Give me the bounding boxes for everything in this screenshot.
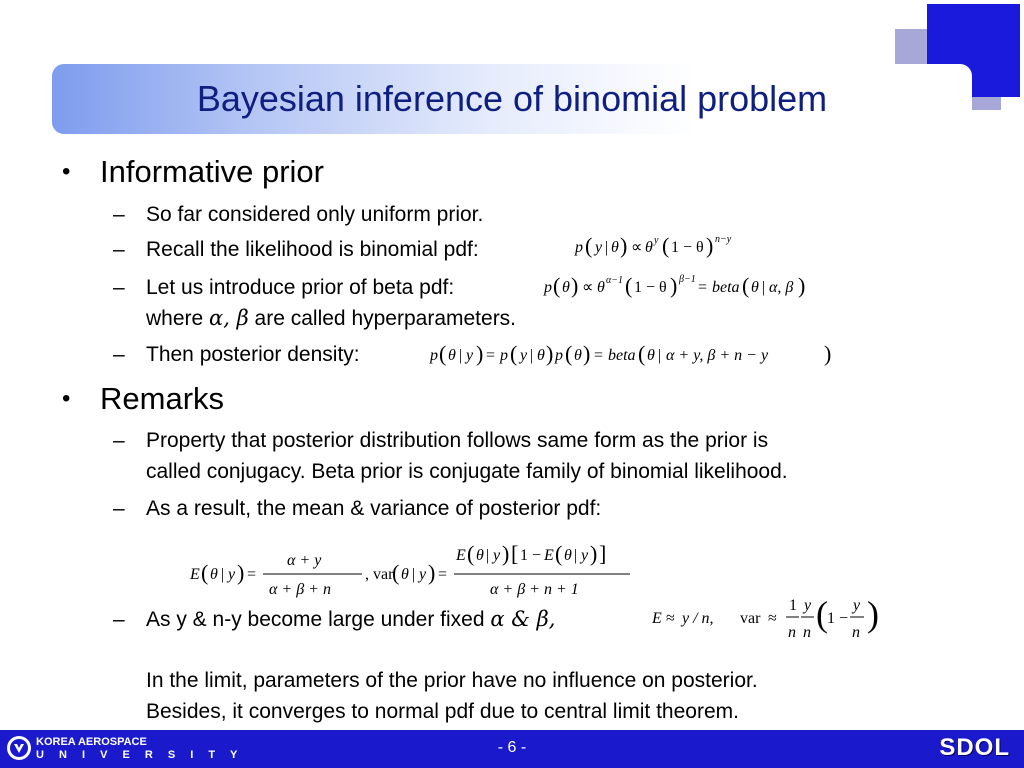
- beta-prior-equation: [544, 272, 844, 302]
- svg-text:[: [: [511, 541, 519, 566]
- svg-text:α + β + n: α + β + n: [269, 581, 331, 598]
- svg-text:(: (: [816, 594, 828, 634]
- svg-text:(: (: [585, 233, 593, 258]
- svg-text:∝: ∝: [582, 279, 594, 296]
- svg-text:=: =: [247, 566, 257, 583]
- svg-text:y: y: [466, 347, 474, 364]
- dash-icon: –: [113, 203, 125, 226]
- svg-text:n: n: [852, 624, 860, 641]
- svg-text:1 − θ: 1 − θ: [671, 239, 704, 256]
- svg-text:≈: ≈: [768, 610, 777, 627]
- svg-text:=: =: [594, 347, 604, 364]
- svg-text:n: n: [788, 624, 796, 641]
- svg-text:p: p: [575, 239, 583, 256]
- bullet-dot-icon: •: [62, 385, 71, 412]
- svg-text:∝: ∝: [631, 239, 643, 256]
- svg-text:beta: beta: [608, 347, 636, 364]
- limit-note-line-1: In the limit, parameters of the prior have no influence on posterior.: [146, 669, 758, 692]
- mean-variance-equation: [190, 543, 640, 601]
- svg-text:(: (: [742, 273, 750, 298]
- sdol-logo: SDOL: [939, 734, 1010, 761]
- sub-item-uniform-prior: So far considered only uniform prior.: [146, 203, 484, 226]
- sub-item-beta-prior: Let us introduce prior of beta pdf:: [146, 276, 455, 299]
- svg-text:θ: θ: [751, 279, 759, 296]
- svg-text:(: (: [467, 541, 475, 566]
- svg-text:=: =: [438, 566, 448, 583]
- svg-text:): ): [670, 273, 678, 298]
- dash-icon: –: [113, 343, 125, 366]
- svg-text:): ): [706, 233, 714, 258]
- svg-text:y: y: [853, 597, 861, 614]
- svg-text:): ): [571, 273, 579, 298]
- svg-text:1 −: 1 −: [520, 547, 542, 564]
- sub-item-conjugacy-cont: called conjugacy. Beta prior is conjugate family of binomial likelihood.: [146, 460, 788, 483]
- sub-item-likelihood: Recall the likelihood is binomial pdf:: [146, 238, 479, 261]
- dash-icon: –: [113, 608, 125, 631]
- svg-text:var: var: [740, 610, 761, 627]
- svg-text:1 −: 1 −: [827, 610, 849, 627]
- svg-text:|: |: [412, 566, 416, 583]
- svg-text:α + y, β + n − y: α + y, β + n − y: [666, 347, 769, 364]
- svg-text:θ: θ: [647, 347, 655, 364]
- svg-text:α + β + n + 1: α + β + n + 1: [490, 581, 579, 598]
- svg-text:=: =: [486, 347, 496, 364]
- svg-text:y / n,: y / n,: [682, 610, 714, 627]
- svg-text:n: n: [803, 624, 811, 641]
- svg-text:θ: θ: [574, 347, 582, 364]
- svg-text:(: (: [201, 560, 209, 585]
- svg-text:E: E: [544, 547, 554, 564]
- svg-text:θ: θ: [611, 239, 619, 256]
- svg-text:(: (: [565, 341, 573, 366]
- svg-text:θ: θ: [597, 279, 605, 296]
- sub-item-conjugacy: Property that posterior distribution follows same form as the prior is: [146, 429, 769, 452]
- bullet-dot-icon: •: [62, 158, 71, 185]
- svg-text:α−1: α−1: [606, 275, 623, 286]
- svg-text:≈: ≈: [666, 610, 675, 627]
- svg-text:): ): [798, 273, 806, 298]
- dash-icon: –: [113, 238, 125, 261]
- svg-text:(: (: [662, 233, 670, 258]
- svg-text:): ): [237, 560, 245, 585]
- svg-text:β−1: β−1: [679, 274, 696, 285]
- svg-text:θ: θ: [448, 347, 456, 364]
- limit-equation: [652, 592, 892, 648]
- svg-text:(: (: [439, 341, 447, 366]
- sub-item-hyperparameters: where α, β are called hyperparameters.: [146, 306, 517, 330]
- svg-text:θ: θ: [210, 566, 218, 583]
- svg-text:θ: θ: [645, 239, 653, 256]
- svg-text:(: (: [510, 341, 518, 366]
- svg-text:]: ]: [599, 541, 607, 566]
- svg-text:y: y: [520, 347, 528, 364]
- svg-text:θ: θ: [564, 547, 572, 564]
- svg-text:p: p: [544, 279, 552, 296]
- svg-text:y: y: [581, 547, 589, 564]
- svg-text:|: |: [221, 566, 225, 583]
- svg-text:|: |: [486, 547, 490, 564]
- dash-icon: –: [113, 497, 125, 520]
- svg-text:n−y: n−y: [715, 234, 732, 245]
- svg-text:α + y: α + y: [287, 552, 322, 569]
- svg-text:y: y: [595, 239, 603, 256]
- svg-text:|: |: [658, 347, 662, 364]
- svg-text:beta: beta: [712, 279, 740, 296]
- svg-text:(: (: [555, 541, 563, 566]
- svg-text:θ: θ: [401, 566, 409, 583]
- svg-text:|: |: [530, 347, 534, 364]
- svg-text:1: 1: [789, 597, 797, 614]
- svg-text:p: p: [430, 347, 438, 364]
- svg-text:, var: , var: [365, 566, 394, 583]
- svg-text:(: (: [392, 560, 400, 585]
- svg-text:y: y: [493, 547, 501, 564]
- svg-text:y: y: [419, 566, 427, 583]
- svg-text:): ): [867, 594, 879, 634]
- svg-text:θ: θ: [476, 547, 484, 564]
- posterior-density-equation: [430, 340, 850, 370]
- university-emblem-icon: [6, 735, 32, 761]
- svg-text:=: =: [698, 279, 708, 296]
- svg-text:y: y: [228, 566, 236, 583]
- svg-text:θ: θ: [562, 279, 570, 296]
- svg-text:E: E: [456, 547, 466, 564]
- svg-text:): ): [620, 233, 628, 258]
- svg-text:|: |: [459, 347, 463, 364]
- svg-text:(: (: [638, 341, 646, 366]
- svg-text:E: E: [190, 566, 200, 583]
- bullet-informative-prior: Informative prior: [100, 154, 324, 189]
- svg-text:y: y: [654, 235, 659, 246]
- svg-text:p: p: [555, 347, 563, 364]
- university-name: KOREA AEROSPACE U N I V E R S I T Y: [36, 736, 244, 761]
- svg-text:θ: θ: [537, 347, 545, 364]
- page-number: - 6 -: [497, 739, 527, 756]
- sub-item-mean-variance: As a result, the mean & variance of posterior pdf:: [146, 497, 602, 520]
- likelihood-equation: [575, 232, 765, 262]
- svg-text:y: y: [804, 597, 812, 614]
- svg-text:): ): [546, 341, 554, 366]
- svg-text:): ): [590, 541, 598, 566]
- svg-text:|: |: [574, 547, 578, 564]
- dash-icon: –: [113, 429, 125, 452]
- svg-text:): ): [583, 341, 591, 366]
- sub-item-large-y: As y & n-y become large under fixed α & β,: [146, 607, 556, 631]
- limit-note-line-2: Besides, it converges to normal pdf due to central limit theorem.: [146, 700, 739, 723]
- svg-text:|: |: [762, 279, 766, 296]
- svg-text:p: p: [500, 347, 508, 364]
- svg-text:|: |: [605, 239, 609, 256]
- sub-item-posterior-density: Then posterior density:: [146, 343, 360, 366]
- svg-text:α, β: α, β: [769, 279, 794, 296]
- dash-icon: –: [113, 276, 125, 299]
- svg-text:): ): [502, 541, 510, 566]
- svg-text:): ): [824, 341, 832, 366]
- svg-text:E: E: [652, 610, 662, 627]
- footer-bar: [0, 730, 1024, 768]
- svg-text:): ): [428, 560, 436, 585]
- svg-text:1 − θ: 1 − θ: [634, 279, 667, 296]
- slide-title: Bayesian inference of binomial problem: [196, 78, 828, 119]
- svg-text:(: (: [625, 273, 633, 298]
- bullet-remarks: Remarks: [100, 381, 225, 416]
- svg-text:(: (: [553, 273, 561, 298]
- svg-text:): ): [476, 341, 484, 366]
